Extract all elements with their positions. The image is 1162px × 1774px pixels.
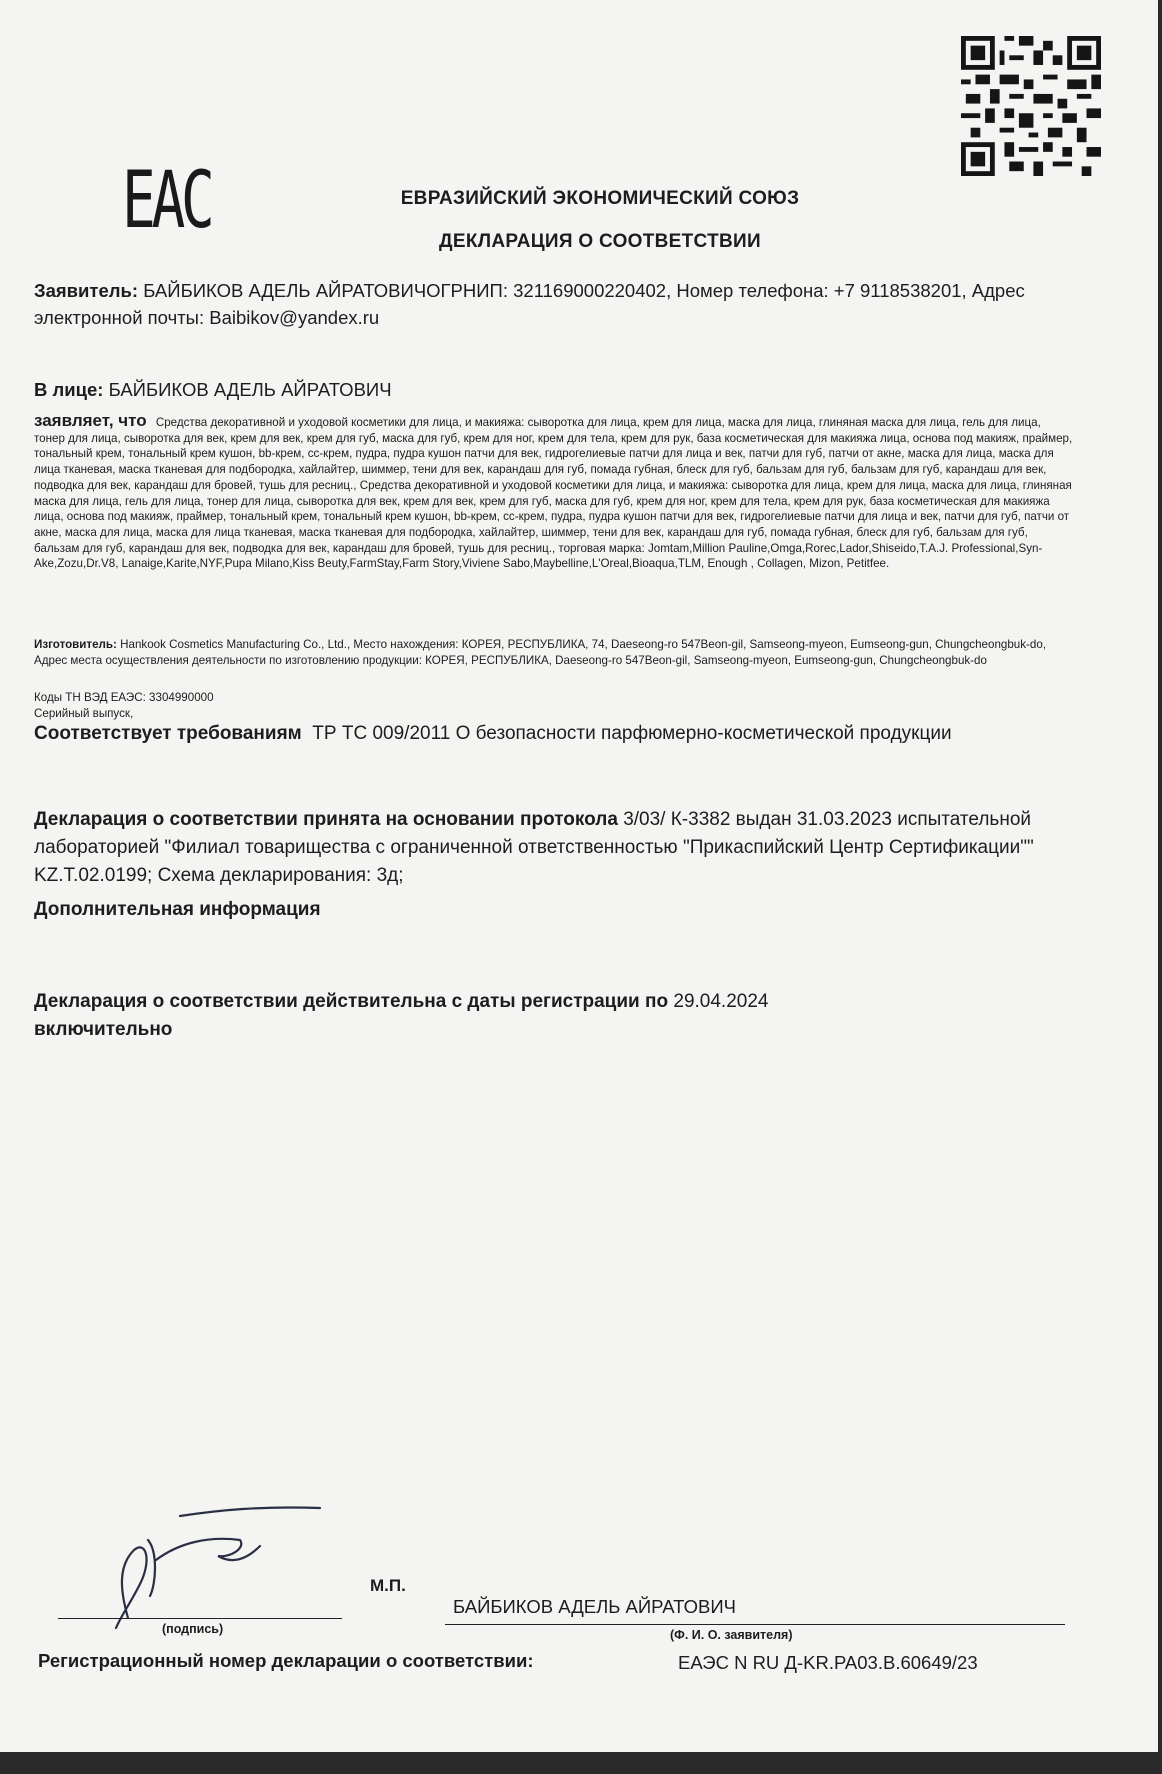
validity-suffix: включительно	[34, 1019, 173, 1040]
complies-label: Соответствует требованиям	[34, 723, 302, 744]
signature-line	[58, 1618, 342, 1619]
manufacturer-block	[34, 637, 1074, 668]
person-name: БАЙБИКОВ АДЕЛЬ АЙРАТОВИЧ	[108, 379, 392, 400]
stamp-place: М.П.	[370, 1576, 406, 1595]
registration-number: ЕАЭС N RU Д-KR.PA03.B.60649/23	[678, 1652, 978, 1673]
basis-text: 3/03/ К-3382 выдан 31.03.2023 испытательной лабораторией "Филиал товарищества с ограниченной ответственностью "Прикаспийский Центр Сертификации"" KZ.T.02.0199; Схема декларирования: 3д;	[34, 809, 1034, 886]
name-caption: (Ф. И. О. заявителя)	[670, 1628, 793, 1642]
tn-ved-codes: Коды ТН ВЭД ЕАЭС: 3304990000	[34, 691, 214, 704]
serial-release: Серийный выпуск,	[34, 707, 134, 720]
document-title: ДЕКЛАРАЦИЯ О СООТВЕТСТВИИ	[439, 231, 761, 252]
validity-label: Декларация о соответствии действительна с даты регистрации по	[34, 991, 669, 1012]
complies-text: ТР ТС 009/2011 О безопасности парфюмерно-косметической продукции	[312, 723, 952, 744]
person-label: В лице:	[34, 379, 104, 400]
basis-label: Декларация о соответствии принята на основании протокола	[34, 809, 618, 830]
additional-info-heading: Дополнительная информация	[34, 899, 321, 920]
applicant-block	[34, 277, 1044, 331]
signature-caption: (подпись)	[162, 1622, 224, 1636]
validity-block	[34, 988, 934, 1044]
declares-label: заявляет, что	[34, 411, 147, 430]
qr-code-icon	[960, 36, 1102, 176]
basis-block	[34, 806, 1064, 890]
applicant-text: БАЙБИКОВ АДЕЛЬ АЙРАТОВИЧОГРНИП: 321169000220402, Номер телефона: +7 9118538201, Адрес электронной почты: Baibikov@yandex.ru	[34, 280, 1025, 328]
manufacturer-text: Hankook Cosmetics Manufacturing Co., Ltd., Место нахождения: КОРЕЯ, РЕСПУБЛИКА, 74, Daeseong-ro 547Beon-gil, Samseong-myeon, Eumseong-gun, Chungcheongbuk-do, Адрес места осуществления деятельности по изготовлению продукции: КОРЕЯ, РЕСПУБЛИКА, Daeseong-ro 547Beon-gil, Samseong-myeon, Eumseong-gun, Chungcheongbuk-do	[34, 638, 1047, 667]
person-block	[34, 376, 1044, 403]
eac-logo: ЕАС	[122, 156, 211, 246]
registration-label: Регистрационный номер декларации о соответствии:	[38, 1650, 534, 1671]
applicant-full-name: БАЙБИКОВ АДЕЛЬ АЙРАТОВИЧ	[453, 1596, 736, 1617]
union-heading: ЕВРАЗИЙСКИЙ ЭКОНОМИЧЕСКИЙ СОЮЗ	[400, 188, 800, 209]
complies-block	[34, 720, 1034, 748]
manufacturer-label: Изготовитель:	[34, 638, 117, 651]
signature-area	[0, 1500, 1158, 1700]
validity-date: 29.04.2024	[673, 991, 769, 1012]
declares-block	[34, 413, 1074, 572]
applicant-label: Заявитель:	[34, 280, 139, 301]
name-line	[445, 1624, 1065, 1625]
declares-text: Средства декоративной и уходовой косметики для лица, и макияжа: сыворотка для лица, крем для лица, маска для лица, глиняная маска для лица, гель для лица, тонер для лица, сыворотка для век, крем для век, крем для губ, маска для губ, крем для ног, крем для тела, крем для рук, база косметическая для макияжа лица, основа под макияж, праймер, тональный крем, тональный крем кушон, bb-крем, cc-крем, пудра, пудра кушон патчи для век, гидрогелиевые патчи для лица и век, патчи для губ, патчи от акне, маска для лица, маска для лица тканевая, маска тканевая для подбородка, хайлайтер, шиммер, тени для век, карандаш для губ, помада губная, блеск для губ, бальзам для губ, бальзам для губ, карандаш для век, подводка для век, карандаш для бровей, тушь для ресниц., Средства декоративной и уходовой косметики для лица, и макияжа: сыворотка для лица, крем для лица, маска для лица, глиняная маска для лица, гель для лица, тонер для лица, сыворотка для век, крем для век, крем для губ, маска для губ, крем для ног, крем для тела, крем для рук, база косметическая для макияжа лица, основа под макияж, праймер, тональный крем, тональный крем кушон, bb-крем, cc-крем, пудра, пудра кушон патчи для век, гидрогелиевые патчи для лица и век, патчи для губ, патчи от акне, маска для лица, маска для лица тканевая, маска тканевая для подбородка, хайлайтер, шиммер, тени для век, карандаш для губ, помада губная, блеск для губ, бальзам для губ, бальзам для губ, карандаш для век, подводка для век, карандаш для бровей, тушь для ресниц., торговая марка: Jomtam,Million Pauline,Omga,Rorec,Lador,Shiseido,T.A.J. Professional,Syn-Ake,Zozu,Dr.V8, Lanaige,Karite,NYF,Pupa Milano,Kiss Beuty,FarmStay,Farm Story,Viviene Sabo,Maybelline,L'Oreal,Bioaqua,TLM, Enough , Collagen, Mizon, Petitfee.	[34, 416, 1073, 571]
